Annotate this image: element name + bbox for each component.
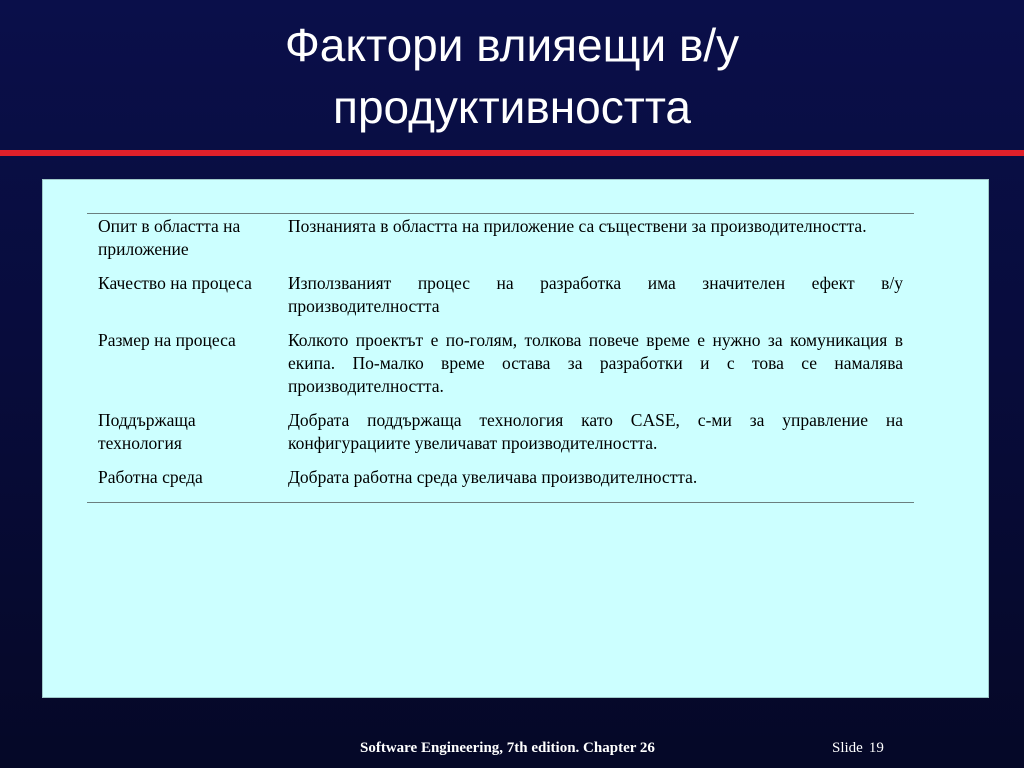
factor-description: Добрата поддържаща технология като CASE, с-ми за управление на конфигурациите увеличават производителността.: [288, 410, 903, 453]
content-panel: [42, 179, 989, 698]
slide-title-line-1: Фактори влияещи в/у: [284, 19, 740, 71]
factor-name: Размер на процеса: [98, 330, 236, 350]
table-row: [87, 466, 914, 503]
factor-description: Колкото проектът е по-голям, толкова повече време е нужно за комуникация в екипа. По-малко време остава за разработки и с това се намалява производителността.: [288, 330, 903, 396]
factors-table: [87, 213, 914, 503]
slide-title-line-2: продуктивността: [333, 81, 691, 133]
table-row: [87, 329, 914, 409]
factor-description: Използваният процес на разработка има значителен ефект в/у производителността: [288, 273, 903, 316]
table-row: [87, 272, 914, 329]
table-row: [87, 409, 914, 466]
footer-text: Software Engineering, 7th edition. Chapter 26: [360, 740, 655, 756]
factor-description: Добрата работна среда увеличава производителността.: [288, 466, 914, 503]
table-row: [87, 214, 914, 273]
factor-name: Поддържаща технология: [98, 410, 196, 453]
slide-number-value: 19: [868, 740, 884, 756]
slide-label: Slide: [832, 740, 863, 756]
slide-number: [832, 738, 884, 758]
factor-name: Опит в областта на приложение: [87, 214, 288, 273]
factor-name: Работна среда: [87, 466, 288, 503]
slide-title: [0, 14, 1024, 138]
title-rule: [0, 150, 1024, 156]
factor-name: Качество на процеса: [98, 273, 252, 293]
factor-description: Познанията в областта на приложение са съществени за производителността.: [288, 214, 914, 273]
